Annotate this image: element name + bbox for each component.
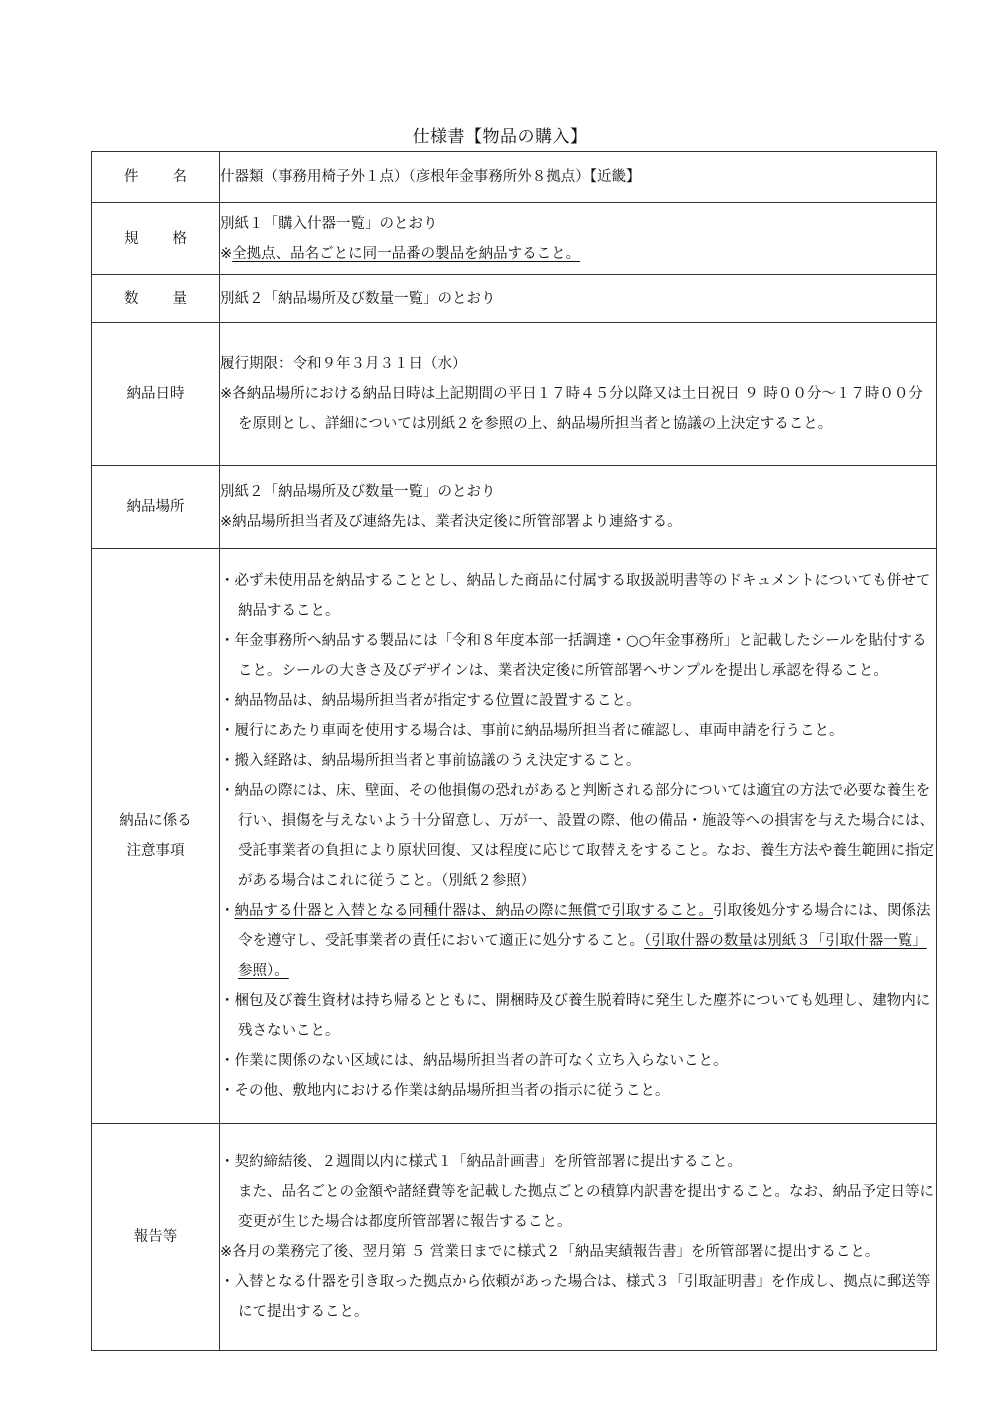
delivery-time-note: ※各納品場所における納品日時は上記期間の平日１７時４５分以降又は土日祝日 ９ 時００分～１７時００分を原則とし、詳細については別紙２を参照の上、納品場所担当者と協議の上決定すること。 [220, 386, 923, 432]
spec-table [91, 151, 937, 1351]
note-item-1: ・必ず未使用品を納品することとし、納品した商品に付属する取扱説明書等のドキュメントについても併せて納品すること。 [220, 573, 931, 619]
content-report [220, 1124, 937, 1351]
content-spec [220, 203, 937, 275]
note-item-7-middle: 引取後処分する場合には、関係法令を遵守し、受託事業者の責任において適正に処分すること。 [238, 903, 931, 949]
delivery-place-line2: ※納品場所担当者及び連絡先は、業者決定後に所管部署より連絡する。 [220, 514, 682, 530]
label-notes-line2: 注意事項 [126, 843, 185, 859]
label-spec [92, 203, 220, 275]
note-item-7-underlined-1: 納品する什器と入替となる同種什器は、納品の際に無償で引取すること。 [234, 903, 713, 919]
row-delivery-place [92, 466, 937, 549]
note-item-8: ・梱包及び養生資材は持ち帰るとともに、開梱時及び養生脱着時に発生した塵芥についても処理し、建物内に残さないこと。 [220, 993, 931, 1039]
spec-line2 [220, 239, 936, 269]
label-quantity-b: 量 [172, 290, 187, 307]
row-quantity [92, 275, 937, 323]
row-spec [92, 203, 937, 275]
note-item-10: ・その他、敷地内における作業は納品場所担当者の指示に従うこと。 [220, 1083, 670, 1099]
spec-note-underlined: 全拠点、品名ごとに同一品番の製品を納品すること。 [232, 245, 581, 262]
row-delivery-date [92, 323, 937, 466]
note-item-2: ・年金事務所へ納品する製品には「令和８年度本部一括調達・○○年金事務所」と記載したシールを貼付すること。シールの大きさ及びデザインは、業者決定後に所管部署へサンプルを提出し承認を得ること。 [220, 633, 927, 679]
row-notes [92, 549, 937, 1124]
label-subject-a: 件 [124, 169, 139, 185]
row-report [92, 1124, 937, 1351]
label-notes [92, 549, 220, 1124]
note-item-4: ・履行にあたり車両を使用する場合は、事前に納品場所担当者に確認し、車両申請を行うこと。 [220, 723, 844, 739]
content-subject [220, 152, 937, 203]
content-quantity [220, 275, 937, 323]
report-item-1: ・契約締結後、２週間以内に様式１「納品計画書」を所管部署に提出すること。 [220, 1154, 742, 1170]
label-subject-b: 名 [172, 169, 187, 185]
note-item-7-underlined-2: （引取什器の数量は別紙３「引取什器一覧」参照）。 [238, 933, 927, 979]
report-item-2: ※各月の業務完了後、翌月第 ５ 営業日までに様式２「納品実績報告書」を所管部署に提出すること。 [220, 1244, 880, 1260]
label-spec-b: 格 [172, 230, 187, 247]
note-item-6: ・納品の際には、床、壁面、その他損傷の恐れがあると判断される部分については適宜の方法で必要な養生を行い、損傷を与えないよう十分留意し、万が一、設置の際、他の備品・施設等への損害を与えた場合には、受託事業者の負担により原状回復、又は程度に応じて取替えをすること。なお、養生方法や養生範囲に指定がある場合はこれに従うこと。（別紙２参照） [220, 783, 934, 889]
report-item-1b: また、品名ごとの金額や諸経費等を記載した拠点ごとの積算内訳書を提出すること。なお、納品予定日等に変更が生じた場合は都度所管部署に報告すること。 [238, 1184, 934, 1230]
label-delivery-place: 納品場所 [92, 466, 220, 549]
row-subject [92, 152, 937, 203]
label-report: 報告等 [92, 1124, 220, 1351]
note-item-7-bullet: ・ [220, 903, 235, 919]
content-notes [220, 549, 937, 1124]
label-subject [92, 152, 220, 203]
delivery-place-line1: 別紙２「納品場所及び数量一覧」のとおり [220, 484, 496, 500]
document-title: 仕様書【物品の購入】 [412, 127, 588, 147]
label-spec-a: 規 [124, 230, 139, 247]
delivery-deadline: 履行期限：令和９年３月３１日（水） [220, 356, 467, 372]
note-item-5: ・搬入経路は、納品場所担当者と事前協議のうえ決定すること。 [220, 753, 641, 769]
label-quantity-a: 数 [124, 290, 139, 307]
spec-note-mark: ※ [220, 245, 233, 262]
note-item-7 [220, 896, 936, 986]
note-item-3: ・納品物品は、納品場所担当者が指定する位置に設置すること。 [220, 693, 641, 709]
report-item-3: ・入替となる什器を引き取った拠点から依頼があった場合は、様式３「引取証明書」を作成し、拠点に郵送等にて提出すること。 [220, 1274, 931, 1320]
note-item-9: ・作業に関係のない区域には、納品場所担当者の許可なく立ち入らないこと。 [220, 1053, 728, 1069]
label-delivery-date: 納品日時 [92, 323, 220, 466]
subject-text: 什器類（事務用椅子外１点）（彦根年金事務所外８拠点）【近畿】 [220, 169, 641, 185]
spec-line1: 別紙１「購入什器一覧」のとおり [220, 215, 438, 232]
quantity-text: 別紙２「納品場所及び数量一覧」のとおり [220, 290, 496, 307]
content-delivery-date [220, 323, 937, 466]
content-delivery-place [220, 466, 937, 549]
label-quantity [92, 275, 220, 323]
label-notes-line1: 納品に係る [119, 813, 192, 829]
